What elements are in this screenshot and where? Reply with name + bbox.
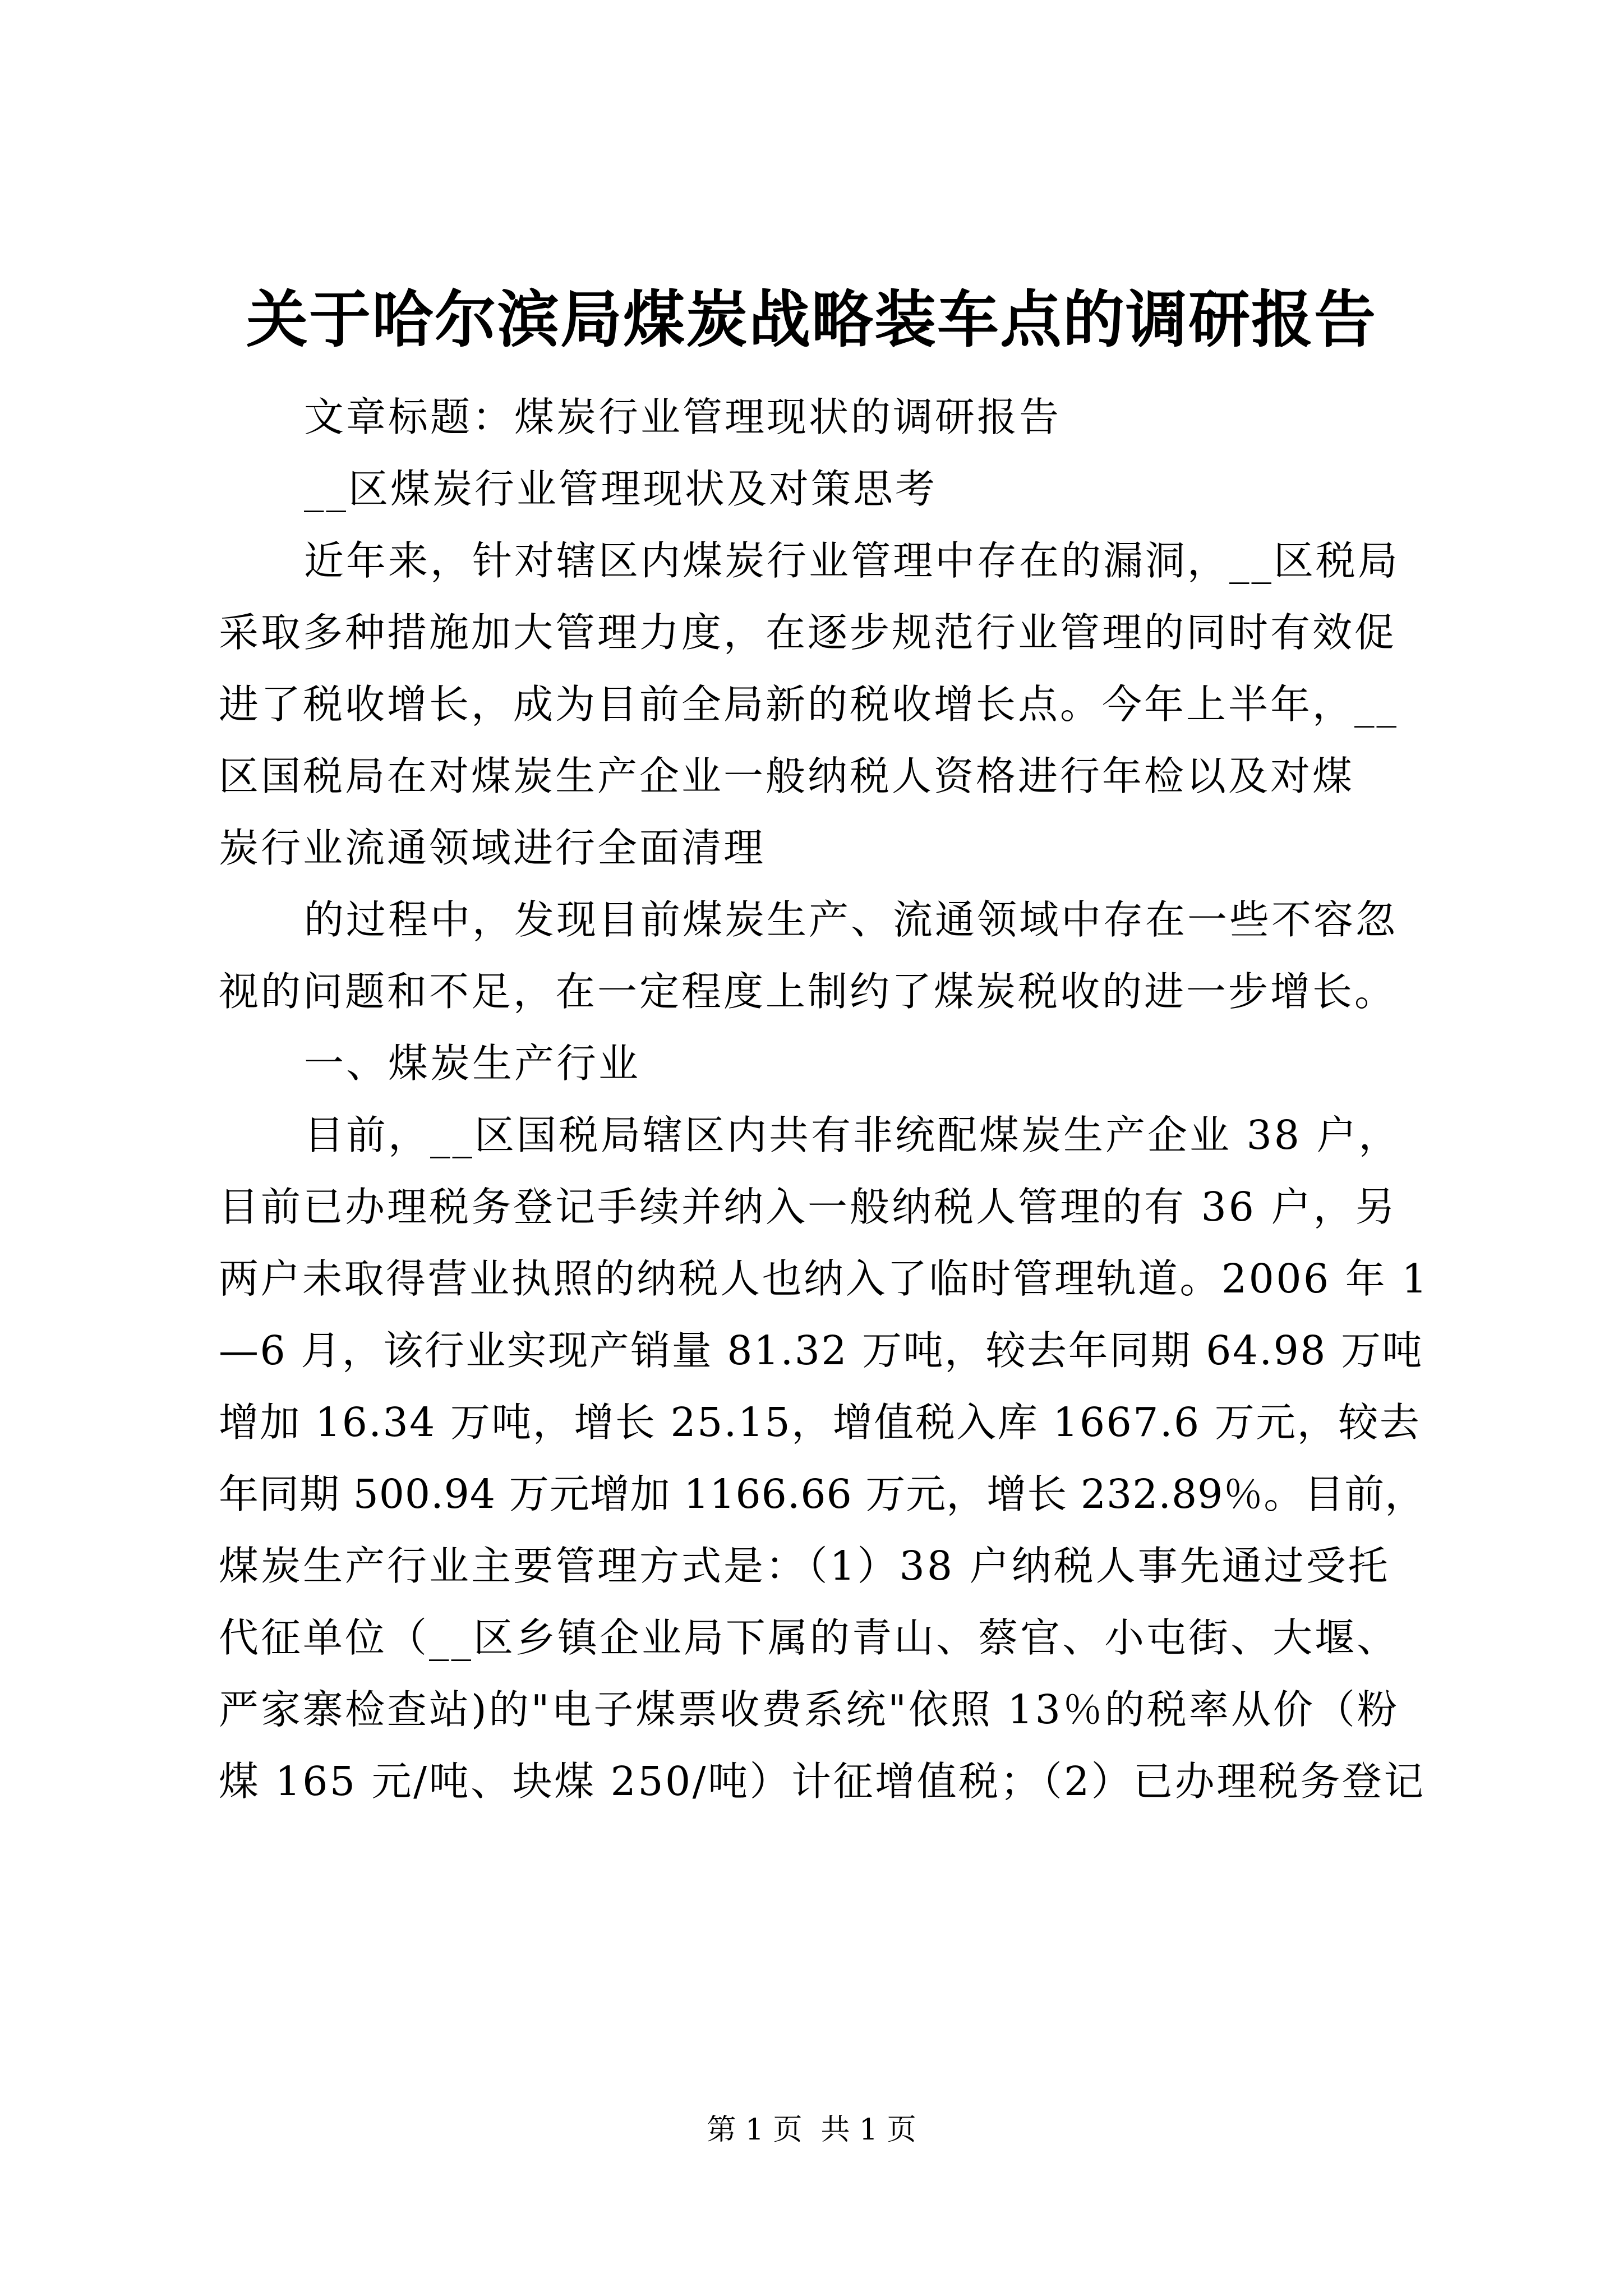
subtitle-line: __区煤炭行业管理现状及对策思考 — [304, 466, 938, 512]
article-title-line: 文章标题：煤炭行业管理现状的调研报告 — [304, 394, 1062, 440]
paragraph-line: 代征单位（__区乡镇企业局下属的青山、蔡官、小屯街、大堰、 — [219, 1614, 1399, 1661]
paragraph-line: 的过程中，发现目前煤炭生产、流通领域中存在一些不容忽 — [304, 896, 1398, 943]
section-heading: 一、煤炭生产行业 — [304, 1040, 641, 1087]
paragraph-line: 炭行业流通领域进行全面清理 — [219, 825, 766, 871]
document-body — [219, 381, 1430, 1818]
page-footer: 第 1 页 共 1 页 — [707, 2113, 916, 2147]
paragraph-line: 增加 16.34 万吨，增长 25.15，增值税入库 1667.6 万元，较去 — [219, 1399, 1421, 1446]
paragraph-line: 两户未取得营业执照的纳税人也纳入了临时管理轨道。2006 年 1 — [219, 1255, 1430, 1302]
document-title: 关于哈尔滨局煤炭战略装车点的调研报告 — [246, 283, 1377, 356]
paragraph-line: 区国税局在对煤炭生产企业一般纳税人资格进行年检以及对煤 — [219, 753, 1355, 799]
paragraph-line: 严家寨检查站)的"电子煤票收费系统"依照 13％的税率从价（粉 — [219, 1686, 1399, 1733]
paragraph-line: 目前已办理税务登记手续并纳入一般纳税人管理的有 36 户，另 — [219, 1184, 1398, 1230]
paragraph-line: 目前，__区国税局辖区内共有非统配煤炭生产企业 38 户， — [304, 1112, 1401, 1158]
paragraph-line: 近年来，针对辖区内煤炭行业管理中存在的漏洞，__区税局 — [304, 537, 1400, 584]
paragraph-line: 采取多种措施加大管理力度，在逐步规范行业管理的同时有效促 — [219, 609, 1397, 656]
paragraph-line: 煤炭生产行业主要管理方式是：（1）38 户纳税人事先通过受托 — [219, 1543, 1390, 1589]
paragraph-line: —6 月，该行业实现产销量 81.32 万吨，较去年同期 64.98 万吨 — [219, 1327, 1424, 1374]
paragraph-line: 进了税收增长，成为目前全局新的税收增长点。今年上半年，__ — [219, 681, 1399, 728]
paragraph-line: 视的问题和不足，在一定程度上制约了煤炭税收的进一步增长。 — [219, 968, 1397, 1015]
paragraph-line: 煤 165 元/吨、块煤 250/吨）计征增值税；（2）已办理税务登记 — [219, 1758, 1426, 1805]
paragraph-line: 年同期 500.94 万元增加 1166.66 万元，增长 232.89％。目前， — [219, 1471, 1426, 1517]
